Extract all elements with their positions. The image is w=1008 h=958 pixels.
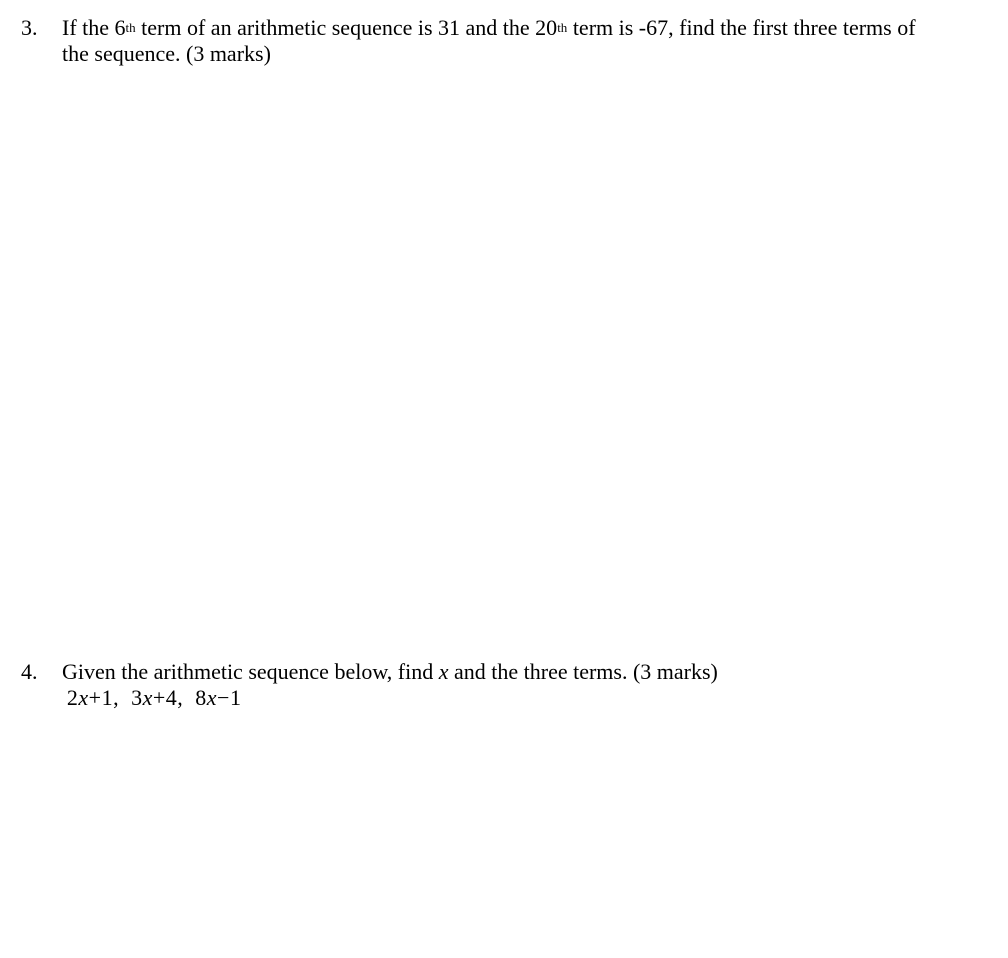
question-line-1 [62,15,992,41]
sequence-term [195,685,241,710]
text-segment: and the three terms. (3 marks) [448,659,718,684]
variable-x: x [438,659,449,684]
question-number: 4. [21,659,38,684]
sequence-term [67,685,119,710]
text-segment: Given the arithmetic sequence below, find [62,659,439,684]
text-segment: term is -67, find the first three terms of [567,15,916,40]
question-text [62,15,992,67]
text-segment: term of an arithmetic sequence is 31 and the 20 [135,15,558,40]
term-coefficient: 2 [66,685,79,710]
sequence-expression [62,685,992,711]
sequence-term [131,685,183,710]
term-rest: +1, [88,685,120,710]
question-line-1 [62,659,992,685]
text-segment: If the 6 [62,15,126,40]
question-text [62,659,992,711]
term-rest: +4, [152,685,184,710]
term-variable: x [206,685,218,710]
term-variable: x [78,685,89,710]
question-line-2: the sequence. (3 marks) [62,41,271,66]
term-rest: −1 [217,685,242,710]
term-coefficient: 8 [195,685,207,710]
ordinal-superscript: th [125,20,136,35]
question-number: 3. [21,15,38,40]
term-variable: x [142,685,153,710]
term-coefficient: 3 [131,685,143,710]
ordinal-superscript: th [557,20,568,35]
